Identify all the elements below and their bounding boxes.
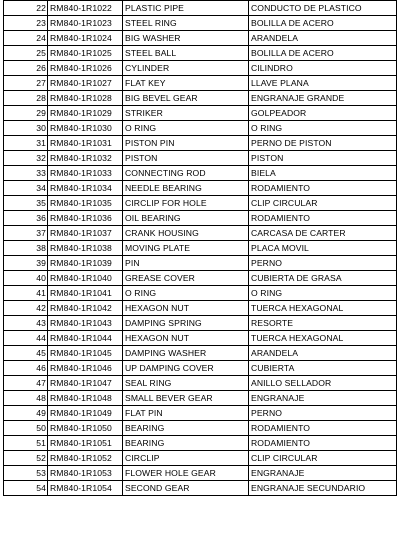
english-name-cell: PISTON PIN xyxy=(123,136,249,151)
item-number-cell: 35 xyxy=(4,196,48,211)
english-name-cell: UP DAMPING COVER xyxy=(123,361,249,376)
table-row xyxy=(4,316,397,331)
english-name-cell: CRANK HOUSING xyxy=(123,226,249,241)
spanish-name-cell: PLACA MOVIL xyxy=(249,241,397,256)
english-name-cell: FLAT KEY xyxy=(123,76,249,91)
spanish-name-cell: PISTON xyxy=(249,151,397,166)
part-code-cell: RM840-1R1029 xyxy=(48,106,123,121)
spanish-name-cell: RODAMIENTO xyxy=(249,421,397,436)
table-row xyxy=(4,256,397,271)
item-number-cell: 33 xyxy=(4,166,48,181)
spanish-name-cell: LLAVE PLANA xyxy=(249,76,397,91)
part-code-cell: RM840-1R1053 xyxy=(48,466,123,481)
item-number-cell: 49 xyxy=(4,406,48,421)
part-code-cell: RM840-1R1043 xyxy=(48,316,123,331)
spanish-name-cell: ENGRANAJE GRANDE xyxy=(249,91,397,106)
spanish-name-cell: PERNO DE PISTON xyxy=(249,136,397,151)
part-code-cell: RM840-1R1038 xyxy=(48,241,123,256)
english-name-cell: STEEL BALL xyxy=(123,46,249,61)
item-number-cell: 48 xyxy=(4,391,48,406)
table-row xyxy=(4,76,397,91)
spanish-name-cell: ANILLO SELLADOR xyxy=(249,376,397,391)
item-number-cell: 41 xyxy=(4,286,48,301)
table-row xyxy=(4,181,397,196)
english-name-cell: O RING xyxy=(123,286,249,301)
english-name-cell: MOVING PLATE xyxy=(123,241,249,256)
spanish-name-cell: ENGRANAJE SECUNDARIO xyxy=(249,481,397,496)
table-row xyxy=(4,391,397,406)
english-name-cell: CIRCLIP FOR HOLE xyxy=(123,196,249,211)
english-name-cell: BIG BEVEL GEAR xyxy=(123,91,249,106)
spanish-name-cell: ARANDELA xyxy=(249,31,397,46)
part-code-cell: RM840-1R1036 xyxy=(48,211,123,226)
spanish-name-cell: CARCASA DE CARTER xyxy=(249,226,397,241)
item-number-cell: 37 xyxy=(4,226,48,241)
spanish-name-cell: O RING xyxy=(249,286,397,301)
english-name-cell: BEARING xyxy=(123,436,249,451)
part-code-cell: RM840-1R1024 xyxy=(48,31,123,46)
item-number-cell: 31 xyxy=(4,136,48,151)
item-number-cell: 26 xyxy=(4,61,48,76)
part-code-cell: RM840-1R1035 xyxy=(48,196,123,211)
spanish-name-cell: ENGRANAJE xyxy=(249,466,397,481)
english-name-cell: O RING xyxy=(123,121,249,136)
spanish-name-cell: CUBIERTA DE GRASA xyxy=(249,271,397,286)
table-row xyxy=(4,61,397,76)
item-number-cell: 53 xyxy=(4,466,48,481)
table-row xyxy=(4,31,397,46)
part-code-cell: RM840-1R1044 xyxy=(48,331,123,346)
part-code-cell: RM840-1R1045 xyxy=(48,346,123,361)
part-code-cell: RM840-1R1041 xyxy=(48,286,123,301)
table-row xyxy=(4,271,397,286)
table-row xyxy=(4,451,397,466)
item-number-cell: 43 xyxy=(4,316,48,331)
item-number-cell: 30 xyxy=(4,121,48,136)
part-code-cell: RM840-1R1023 xyxy=(48,16,123,31)
item-number-cell: 36 xyxy=(4,211,48,226)
english-name-cell: CIRCLIP xyxy=(123,451,249,466)
part-code-cell: RM840-1R1028 xyxy=(48,91,123,106)
spanish-name-cell: GOLPEADOR xyxy=(249,106,397,121)
english-name-cell: FLOWER HOLE GEAR xyxy=(123,466,249,481)
table-row xyxy=(4,241,397,256)
table-row xyxy=(4,226,397,241)
english-name-cell: SMALL BEVER GEAR xyxy=(123,391,249,406)
table-row xyxy=(4,406,397,421)
item-number-cell: 46 xyxy=(4,361,48,376)
item-number-cell: 27 xyxy=(4,76,48,91)
item-number-cell: 28 xyxy=(4,91,48,106)
part-code-cell: RM840-1R1022 xyxy=(48,1,123,16)
english-name-cell: BEARING xyxy=(123,421,249,436)
table-row xyxy=(4,376,397,391)
item-number-cell: 50 xyxy=(4,421,48,436)
table-row xyxy=(4,1,397,16)
table-row xyxy=(4,286,397,301)
part-code-cell: RM840-1R1042 xyxy=(48,301,123,316)
table-row xyxy=(4,211,397,226)
english-name-cell: HEXAGON NUT xyxy=(123,331,249,346)
part-code-cell: RM840-1R1039 xyxy=(48,256,123,271)
item-number-cell: 44 xyxy=(4,331,48,346)
spanish-name-cell: ARANDELA xyxy=(249,346,397,361)
part-code-cell: RM840-1R1052 xyxy=(48,451,123,466)
item-number-cell: 52 xyxy=(4,451,48,466)
spanish-name-cell: BOLILLA DE ACERO xyxy=(249,16,397,31)
english-name-cell: PLASTIC PIPE xyxy=(123,1,249,16)
table-row xyxy=(4,16,397,31)
spanish-name-cell: PERNO xyxy=(249,406,397,421)
table-row xyxy=(4,106,397,121)
spanish-name-cell: RODAMIENTO xyxy=(249,436,397,451)
english-name-cell: SECOND GEAR xyxy=(123,481,249,496)
spanish-name-cell: O RING xyxy=(249,121,397,136)
table-row xyxy=(4,481,397,496)
item-number-cell: 29 xyxy=(4,106,48,121)
table-row xyxy=(4,436,397,451)
english-name-cell: HEXAGON NUT xyxy=(123,301,249,316)
table-row xyxy=(4,466,397,481)
table-row xyxy=(4,46,397,61)
spanish-name-cell: RODAMIENTO xyxy=(249,181,397,196)
part-code-cell: RM840-1R1050 xyxy=(48,421,123,436)
spanish-name-cell: TUERCA HEXAGONAL xyxy=(249,331,397,346)
spanish-name-cell: CILINDRO xyxy=(249,61,397,76)
part-code-cell: RM840-1R1034 xyxy=(48,181,123,196)
english-name-cell: PIN xyxy=(123,256,249,271)
part-code-cell: RM840-1R1046 xyxy=(48,361,123,376)
item-number-cell: 25 xyxy=(4,46,48,61)
part-code-cell: RM840-1R1027 xyxy=(48,76,123,91)
english-name-cell: STRIKER xyxy=(123,106,249,121)
part-code-cell: RM840-1R1026 xyxy=(48,61,123,76)
english-name-cell: DAMPING WASHER xyxy=(123,346,249,361)
table-row xyxy=(4,301,397,316)
spanish-name-cell: CLIP CIRCULAR xyxy=(249,451,397,466)
spanish-name-cell: PERNO xyxy=(249,256,397,271)
part-code-cell: RM840-1R1025 xyxy=(48,46,123,61)
table-row xyxy=(4,421,397,436)
part-code-cell: RM840-1R1032 xyxy=(48,151,123,166)
item-number-cell: 54 xyxy=(4,481,48,496)
table-row xyxy=(4,121,397,136)
item-number-cell: 34 xyxy=(4,181,48,196)
spanish-name-cell: CONDUCTO DE PLASTICO xyxy=(249,1,397,16)
parts-table-body xyxy=(4,1,397,496)
english-name-cell: SEAL RING xyxy=(123,376,249,391)
item-number-cell: 42 xyxy=(4,301,48,316)
english-name-cell: OIL BEARING xyxy=(123,211,249,226)
spanish-name-cell: RODAMIENTO xyxy=(249,211,397,226)
item-number-cell: 39 xyxy=(4,256,48,271)
table-row xyxy=(4,151,397,166)
part-code-cell: RM840-1R1054 xyxy=(48,481,123,496)
english-name-cell: PISTON xyxy=(123,151,249,166)
english-name-cell: FLAT PIN xyxy=(123,406,249,421)
item-number-cell: 23 xyxy=(4,16,48,31)
table-row xyxy=(4,166,397,181)
english-name-cell: CYLINDER xyxy=(123,61,249,76)
item-number-cell: 22 xyxy=(4,1,48,16)
part-code-cell: RM840-1R1031 xyxy=(48,136,123,151)
table-row xyxy=(4,91,397,106)
item-number-cell: 51 xyxy=(4,436,48,451)
part-code-cell: RM840-1R1047 xyxy=(48,376,123,391)
part-code-cell: RM840-1R1051 xyxy=(48,436,123,451)
table-row xyxy=(4,331,397,346)
english-name-cell: BIG WASHER xyxy=(123,31,249,46)
item-number-cell: 47 xyxy=(4,376,48,391)
spanish-name-cell: BIELA xyxy=(249,166,397,181)
spanish-name-cell: BOLILLA DE ACERO xyxy=(249,46,397,61)
item-number-cell: 40 xyxy=(4,271,48,286)
table-row xyxy=(4,346,397,361)
english-name-cell: CONNECTING ROD xyxy=(123,166,249,181)
item-number-cell: 45 xyxy=(4,346,48,361)
english-name-cell: STEEL RING xyxy=(123,16,249,31)
english-name-cell: NEEDLE BEARING xyxy=(123,181,249,196)
item-number-cell: 32 xyxy=(4,151,48,166)
part-code-cell: RM840-1R1030 xyxy=(48,121,123,136)
table-row xyxy=(4,136,397,151)
item-number-cell: 24 xyxy=(4,31,48,46)
part-code-cell: RM840-1R1048 xyxy=(48,391,123,406)
part-code-cell: RM840-1R1033 xyxy=(48,166,123,181)
table-row xyxy=(4,196,397,211)
table-row xyxy=(4,361,397,376)
english-name-cell: GREASE COVER xyxy=(123,271,249,286)
spanish-name-cell: ENGRANAJE xyxy=(249,391,397,406)
spanish-name-cell: RESORTE xyxy=(249,316,397,331)
spanish-name-cell: TUERCA HEXAGONAL xyxy=(249,301,397,316)
item-number-cell: 38 xyxy=(4,241,48,256)
spanish-name-cell: CUBIERTA xyxy=(249,361,397,376)
spanish-name-cell: CLIP CIRCULAR xyxy=(249,196,397,211)
english-name-cell: DAMPING SPRING xyxy=(123,316,249,331)
part-code-cell: RM840-1R1049 xyxy=(48,406,123,421)
part-code-cell: RM840-1R1037 xyxy=(48,226,123,241)
part-code-cell: RM840-1R1040 xyxy=(48,271,123,286)
parts-table xyxy=(3,0,397,496)
